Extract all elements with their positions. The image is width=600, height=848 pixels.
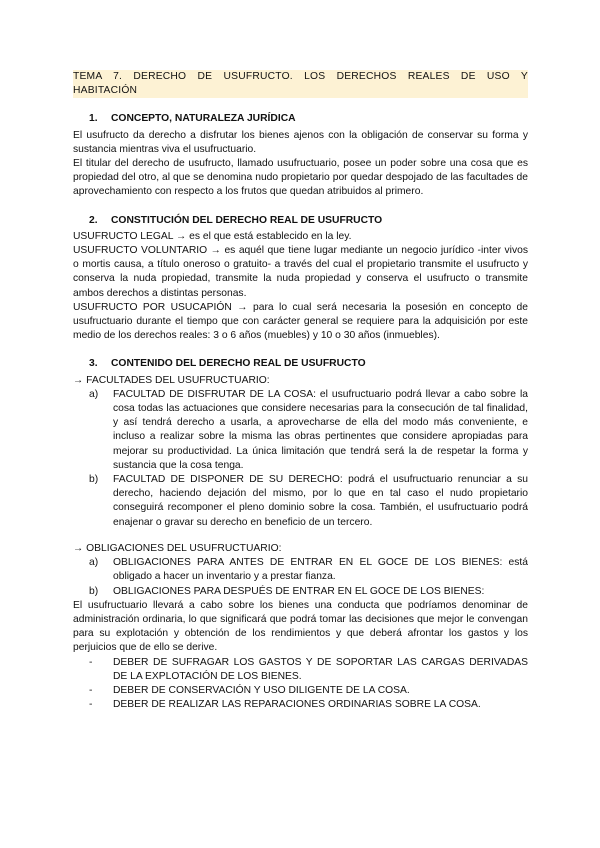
- list-item-text: FACULTAD DE DISFRUTAR DE LA COSA: el usufructuario podrá llevar a cabo sobre la cosa todas las actuaciones que considere necesarias para la consecución de tal finalidad, y así tendrá derecho a usarla, a aprovecharse de ella del modo más conveniente, e incluso a realizar sobre la misma las obras pertinentes que considere apropiadas para mejorar su productividad. La única limitación que tendrá será la de respetar la forma y sustancia que la cosa tenga.: [113, 388, 528, 471]
- facultades-label: → FACULTADES DEL USUFRUCTUARIO:: [73, 374, 270, 386]
- list-item: [89, 684, 528, 698]
- section-2-paragraph-3: USUFRUCTO POR USUCAPIÓN → para lo cual será necesaria la posesión en concepto de usufructuario durante el tiempo que con carácter general se requiere para la adquisición por este medio de los derechos reales: 3 o 6 años (muebles) y 10 o 30 años (inmuebles).: [73, 301, 528, 342]
- section-1-paragraph-1: El usufructo da derecho a disfrutar los bienes ajenos con la obligación de conservar su forma y sustancia mientras viva el usufructuario.: [73, 129, 528, 155]
- section-2-paragraph-2: USUFRUCTO VOLUNTARIO → es aquél que tiene lugar mediante un negocio jurídico -inter vivos o mortis causa, a título oneroso o gratuito- a través del cual el propietario transmite el usufructo y conserva la nuda propiedad, transmite la nuda propiedad y conserva el usufructo o transmite ambos derechos a distintas personas.: [73, 245, 528, 299]
- section-2-number: 2.: [89, 214, 98, 226]
- list-item: [89, 388, 528, 473]
- section-3-heading: [89, 357, 528, 371]
- section-1-title: CONCEPTO, NATURALEZA JURÍDICA: [111, 113, 296, 125]
- list-item: [89, 473, 528, 530]
- section-1-number: 1.: [89, 113, 98, 125]
- deberes-list: [73, 656, 528, 713]
- section-1-paragraph-2: El titular del derecho de usufructo, llamado usufructuario, posee un poder sobre una cosa que es propiedad del otro, al que se denomina nudo propietario por quedar despojado de las facultades de aprovechamiento con respecto a los frutos que quedan atribuidos al primero.: [73, 158, 528, 198]
- section-1-heading: [89, 112, 528, 126]
- facultades-list: [73, 388, 528, 530]
- section-2-title: CONSTITUCIÓN DEL DERECHO REAL DE USUFRUCTO: [111, 214, 383, 226]
- list-item: [89, 656, 528, 684]
- document-page: [73, 70, 528, 712]
- list-item-text: DEBER DE CONSERVACIÓN Y USO DILIGENTE DE LA COSA.: [113, 684, 410, 696]
- list-marker: b): [89, 474, 99, 486]
- list-item-text: OBLIGACIONES PARA ANTES DE ENTRAR EN EL GOCE DE LOS BIENES: está obligado a hacer un inventario y a prestar fianza.: [113, 557, 528, 583]
- document-title: [73, 70, 528, 98]
- title-line-1: TEMA 7. DERECHO DE USUFRUCTO. LOS DERECHOS REALES DE USO Y: [73, 71, 528, 82]
- list-item: [89, 585, 528, 599]
- dash-marker: -: [89, 699, 93, 711]
- list-marker: a): [89, 388, 99, 400]
- administracion-paragraph: El usufructuario llevará a cabo sobre los bienes una conducta que podríamos denominar de administración ordinaria, lo que significará que podrá tomar las decisiones que mejor le convengan para su explotación y obtención de los rendimientos y que deberá afrontar los gastos y los perjuicios que de ello se derive.: [73, 599, 528, 654]
- list-marker: a): [89, 557, 99, 569]
- section-2-paragraph-1: USUFRUCTO LEGAL → es el que está establecido en la ley.: [73, 230, 352, 242]
- dash-marker: -: [89, 656, 93, 668]
- dash-marker: -: [89, 684, 93, 696]
- title-line-2: HABITACIÓN: [73, 85, 138, 97]
- list-marker: b): [89, 585, 99, 597]
- list-item-text: DEBER DE SUFRAGAR LOS GASTOS Y DE SOPORTAR LAS CARGAS DERIVADAS DE LA EXPLOTACIÓN DE LOS BIENES.: [113, 656, 528, 682]
- list-item: [89, 556, 528, 584]
- obligaciones-list: [73, 556, 528, 599]
- list-item-text: FACULTAD DE DISPONER DE SU DERECHO: podrá el usufructuario renunciar a su derecho, haciendo dejación del mismo, por lo que en tal caso el nudo propietario conseguirá recomponer el pleno dominio sobre la cosa. También, el usufructuario podrá enajenar o gravar su derecho en beneficio de un tercero.: [113, 474, 528, 528]
- list-item-text: OBLIGACIONES PARA DESPUÉS DE ENTRAR EN EL GOCE DE LOS BIENES:: [113, 585, 485, 597]
- obligaciones-label: → OBLIGACIONES DEL USUFRUCTUARIO:: [73, 542, 282, 554]
- list-item: [89, 698, 528, 712]
- section-2-heading: [89, 214, 528, 228]
- section-3-number: 3.: [89, 358, 98, 370]
- list-item-text: DEBER DE REALIZAR LAS REPARACIONES ORDINARIAS SOBRE LA COSA.: [113, 699, 481, 711]
- section-3-title: CONTENIDO DEL DERECHO REAL DE USUFRUCTO: [111, 358, 366, 370]
